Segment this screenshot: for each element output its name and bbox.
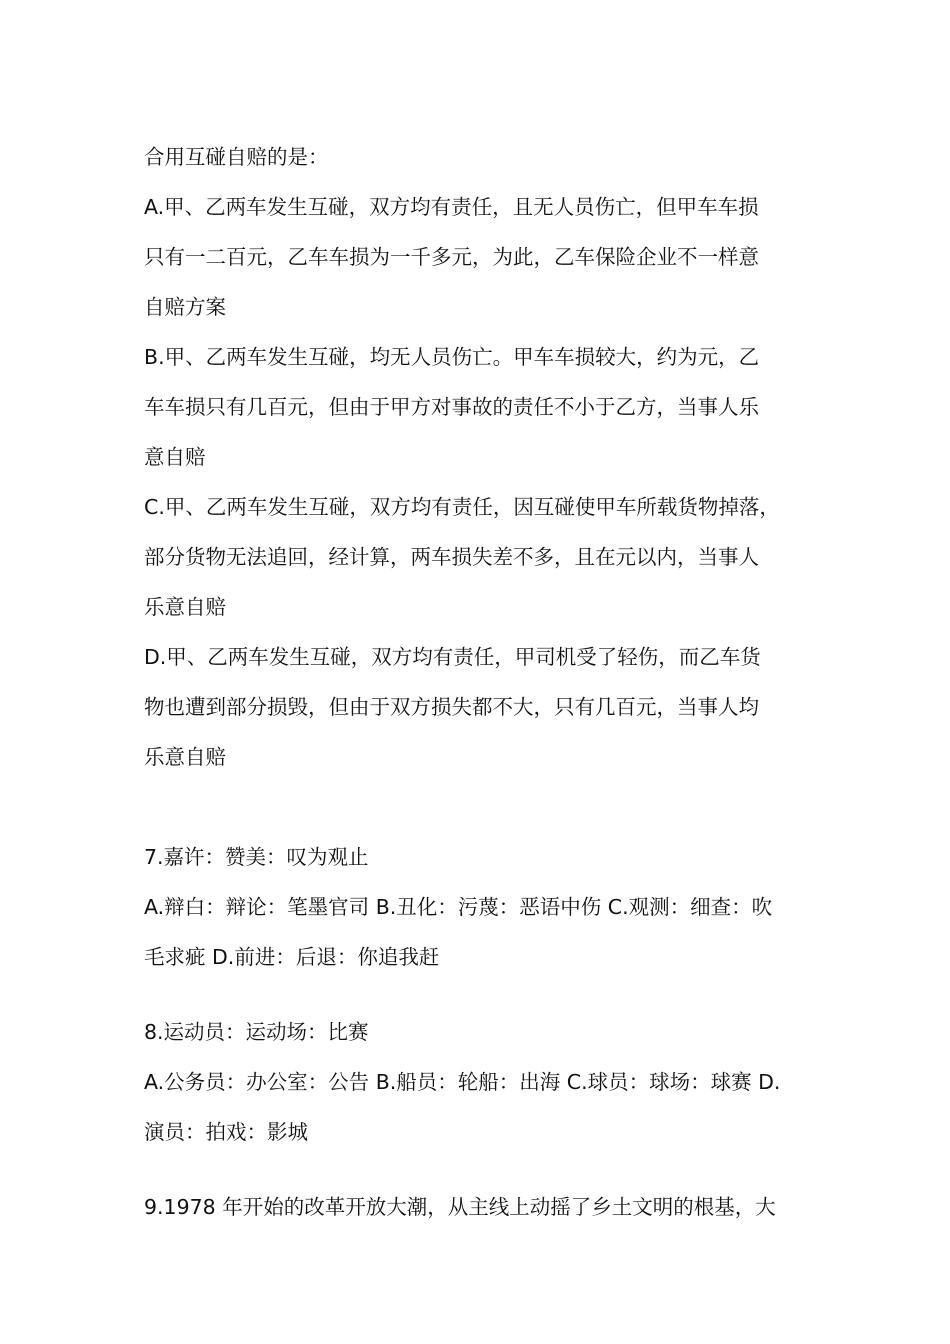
option-c-line-3: 乐意自赔 <box>144 595 226 619</box>
question-6-stem: 合用互碰自赔的是： <box>144 145 329 169</box>
option-c-line-1: C.甲、乙两车发生互碰，双方均有责任，因互碰使甲车所载货物掉落， <box>144 495 780 519</box>
option-b-line-3: 意自赔 <box>144 445 206 469</box>
option-a-line-2: 只有一二百元，乙车车损为一千多元，为此，乙车保险企业不一样意 <box>144 245 759 269</box>
option-b-line-2: 车车损只有几百元，但由于甲方对事故的责任不小于乙方，当事人乐 <box>144 395 759 419</box>
option-c-line-2: 部分货物无法追回，经计算，两车损失差不多，且在元以内，当事人 <box>144 545 759 569</box>
spacer <box>144 982 820 1007</box>
spacer <box>144 782 820 832</box>
question-7-block <box>144 832 820 982</box>
question-8-stem: 8.运动员：运动场：比赛 <box>144 1020 369 1044</box>
question-7-options-line-1: A.辩白：辩论：笔墨官司 B.丑化：污蔑：恶语中伤 C.观测：细查：吹 <box>144 895 773 919</box>
option-a-line-3: 自赔方案 <box>144 295 226 319</box>
question-6-block <box>144 132 820 782</box>
question-9-block <box>144 1182 820 1232</box>
question-9-stem: 9.1978 年开始的改革开放大潮，从主线上动摇了乡土文明的根基，大 <box>144 1195 776 1219</box>
question-7-stem: 7.嘉许：赞美：叹为观止 <box>144 845 369 869</box>
option-d-line-1: D.甲、乙两车发生互碰，双方均有责任，甲司机受了轻伤，而乙车货 <box>144 645 761 669</box>
question-8-options-line-1: A.公务员：办公室：公告 B.船员：轮船：出海 C.球员：球场：球赛 D. <box>144 1070 781 1094</box>
document-body <box>144 132 820 1232</box>
question-8-options-line-2: 演员：拍戏：影城 <box>144 1120 308 1144</box>
option-a-line-1: A.甲、乙两车发生互碰，双方均有责任，且无人员伤亡，但甲车车损 <box>144 195 759 219</box>
option-b-line-1: B.甲、乙两车发生互碰，均无人员伤亡。甲车车损较大，约为元，乙 <box>144 345 760 369</box>
question-8-block <box>144 1007 820 1157</box>
question-7-options-line-2: 毛求疵 D.前进：后退：你追我赶 <box>144 945 440 969</box>
option-d-line-3: 乐意自赔 <box>144 745 226 769</box>
spacer <box>144 1157 820 1182</box>
option-d-line-2: 物也遭到部分损毁，但由于双方损失都不大，只有几百元，当事人均 <box>144 695 759 719</box>
